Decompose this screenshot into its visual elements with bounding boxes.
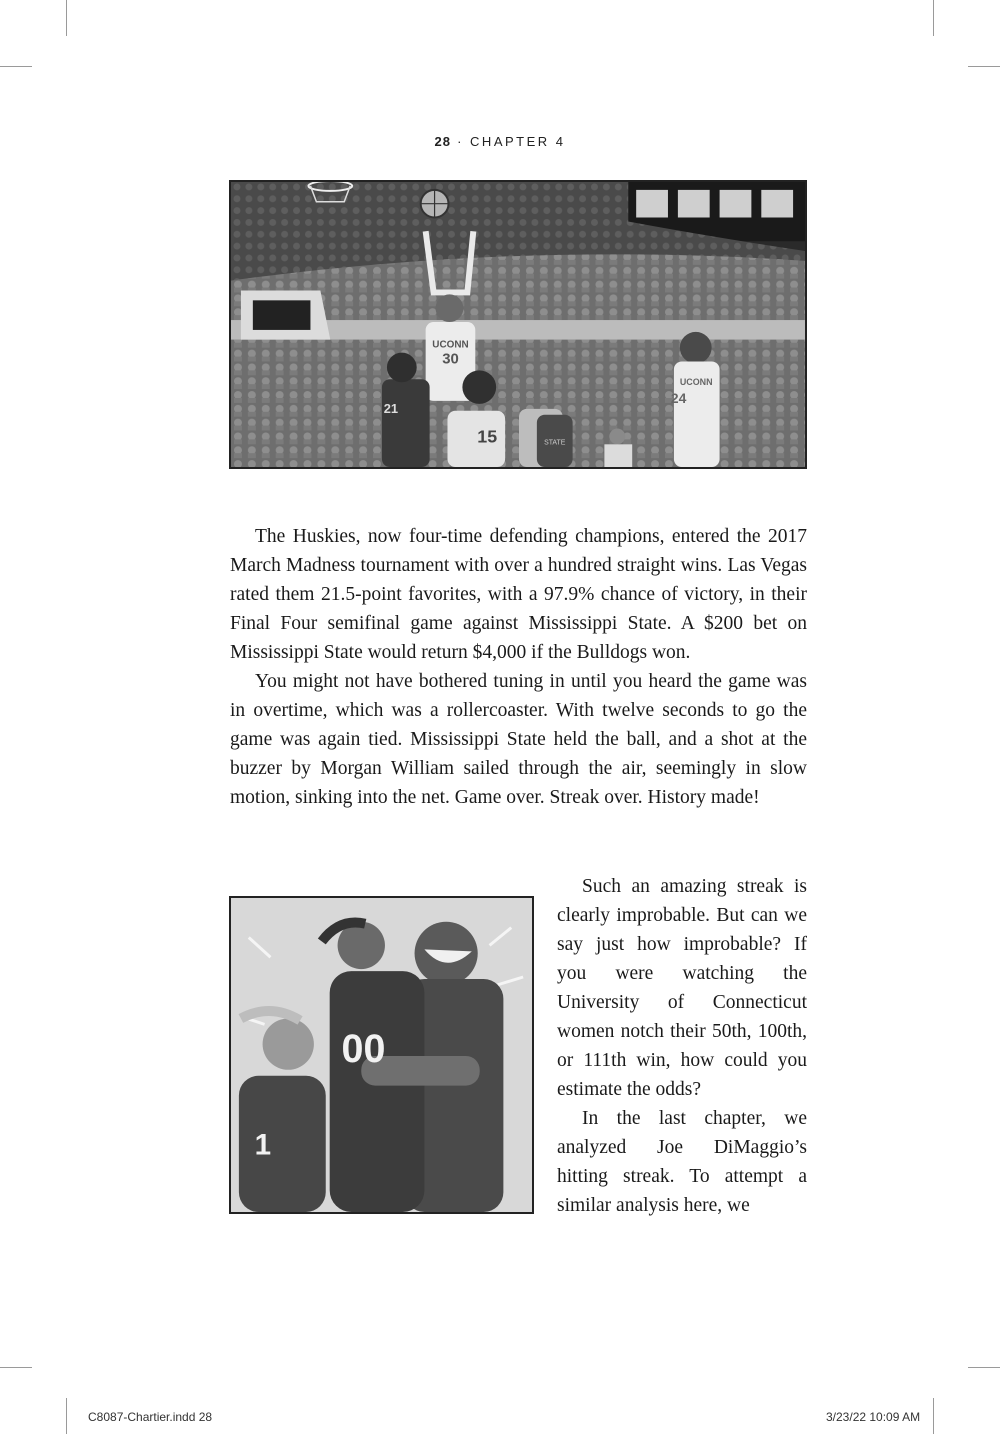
crop-mark: [66, 1398, 67, 1434]
running-head-separator: ·: [457, 134, 464, 149]
page-number: 28: [434, 134, 451, 149]
crop-mark: [0, 66, 32, 67]
crop-mark: [66, 0, 67, 36]
running-head: [0, 134, 1000, 149]
celebration-drawing: [231, 898, 532, 1212]
paragraph: The Huskies, now four-time defending champions, entered the 2017 March Madness tournament with over a hundred straight wins. Las Vegas rated them 21.5-point favorites, with a 97.9% chance of victory, in their Final Four semifinal game against Mississippi State. A $200 bet on Mississippi State would return $4,000 if the Bulldogs won.: [230, 526, 807, 663]
jersey-label: UCONN: [432, 339, 469, 351]
side-body-text: [557, 872, 807, 1220]
jersey-number: 00: [341, 1026, 386, 1071]
basketball-game-illustration: [229, 180, 807, 469]
jersey-number: 24: [670, 389, 687, 406]
crop-mark: [933, 0, 934, 36]
jersey-label: STATE: [544, 439, 566, 447]
basketball-game-drawing: [231, 182, 805, 467]
slug-date-info: 3/23/22 10:09 AM: [826, 1410, 921, 1424]
paragraph: You might not have bothered tuning in until you heard the game was in overtime, which was a rollercoaster. With twelve seconds to go the game was again tied. Mississippi State held the ball, and a shot at the buzzer by Morgan William sailed through the air, seemingly in slow motion, sinking into the net. Game over. Streak over. History made!: [230, 671, 807, 808]
crop-mark: [968, 66, 1000, 67]
paragraph: Such an amazing streak is clearly improbable. But can we say just how improbable? If you were watching the University of Connecticut women notch their 50th, 100th, or 111th win, how could you estimate the odds?: [557, 876, 807, 1100]
jersey-number: 21: [383, 400, 399, 416]
paragraph: In the last chapter, we analyzed Joe DiMaggio’s hitting streak. To attempt a similar analysis here, we: [557, 1108, 807, 1216]
celebration-illustration: [229, 896, 534, 1214]
chapter-label: CHAPTER 4: [470, 134, 566, 149]
slug-file-info: C8087-Chartier.indd 28: [88, 1410, 213, 1424]
jersey-label: UCONN: [679, 377, 713, 388]
crop-mark: [0, 1367, 32, 1368]
main-body-text: [230, 522, 807, 812]
crop-mark: [968, 1367, 1000, 1368]
jersey-number: 30: [442, 351, 459, 368]
jersey-number: 15: [477, 426, 498, 447]
jersey-number: 1: [254, 1128, 272, 1162]
crop-mark: [933, 1398, 934, 1434]
